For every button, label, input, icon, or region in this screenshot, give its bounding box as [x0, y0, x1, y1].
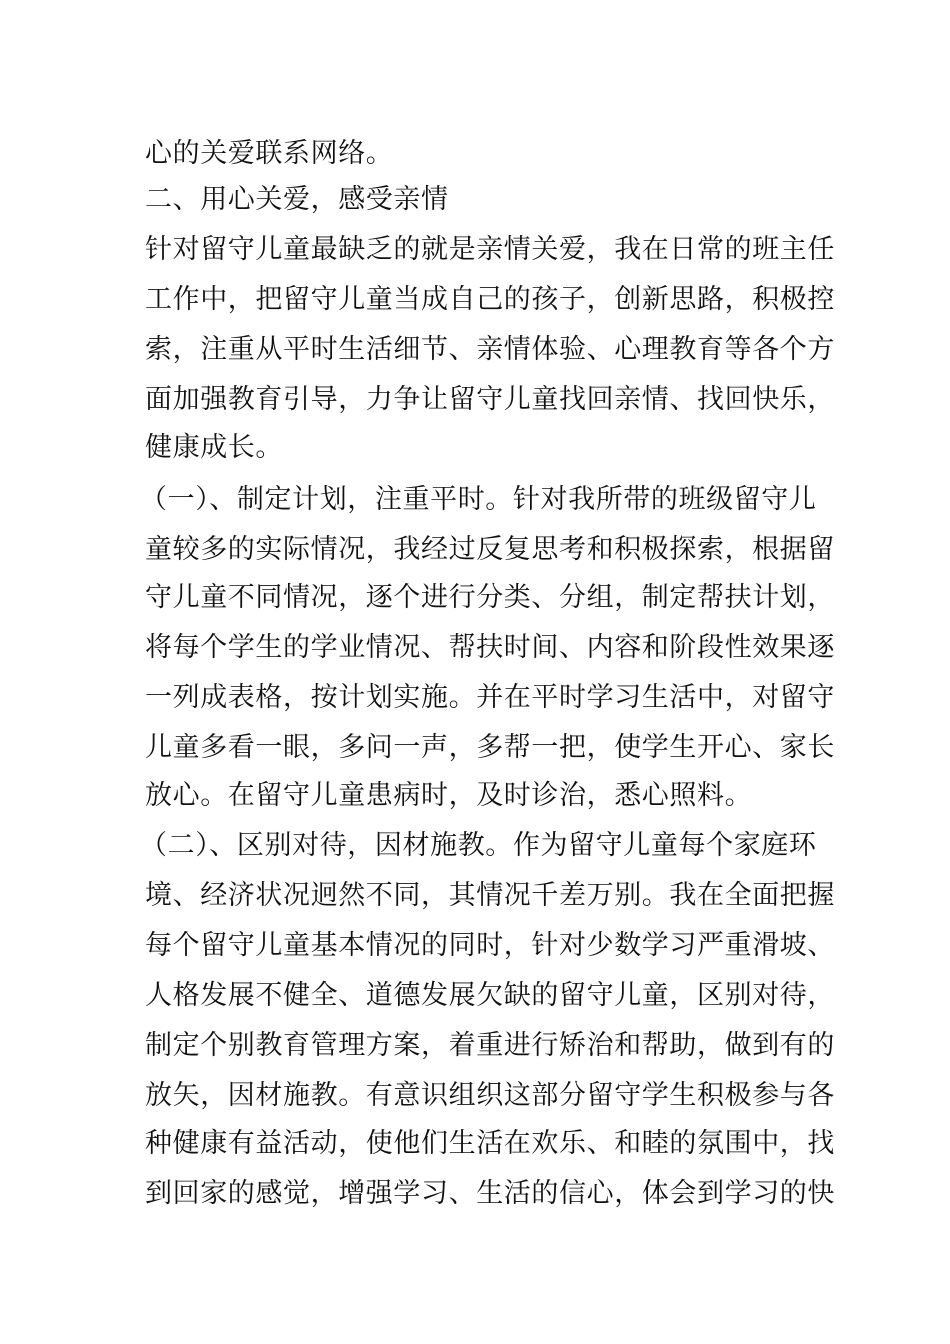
text-line: 到回家的感觉，增强学习、生活的信心，体会到学习的快 — [145, 1178, 835, 1209]
text-line: 童较多的实际情况，我经过反复思考和积极探索，根据留 — [145, 534, 835, 565]
text-line: 针对留守儿童最缺乏的就是亲情关爱，我在日常的班主任 — [145, 234, 835, 265]
text-line: 面加强教育引导，力争让留守儿童找回亲情、找回快乐， — [145, 384, 835, 415]
text-line: 种健康有益活动，使他们生活在欢乐、和睦的氛围中，找 — [145, 1128, 835, 1159]
subsection-line: （二）、区别对待，因材施教。作为留守儿童每个家庭环 — [140, 830, 817, 861]
text-line: 人格发展不健全、道德发展欠缺的留守儿童，区别对待， — [145, 980, 835, 1011]
text-line: 将每个学生的学业情况、帮扶时间、内容和阶段性效果逐 — [145, 632, 835, 663]
text-line: 一列成表格，按计划实施。并在平时学习生活中，对留守 — [145, 682, 835, 713]
text-line: 健康成长。 — [145, 432, 283, 463]
text-line: 工作中，把留守儿童当成自己的孩子，创新思路，积极控 — [145, 284, 835, 315]
text-line: 每个留守儿童基本情况的同时，针对少数学习严重滑坡、 — [145, 930, 835, 961]
text-line: 心的关爱联系网络。 — [145, 138, 394, 169]
text-line: 境、经济状况迥然不同，其情况千差万别。我在全面把握 — [145, 880, 835, 911]
text-line: 放心。在留守儿童患病时，及时诊治，悉心照料。 — [145, 780, 753, 811]
text-line: 守儿童不同情况，逐个进行分类、分组，制定帮扶计划， — [145, 582, 835, 613]
text-line: 儿童多看一眼，多问一声，多帮一把，使学生开心、家长 — [145, 732, 835, 763]
text-line: 放矢，因材施教。有意识组织这部分留守学生积极参与各 — [145, 1080, 835, 1111]
section-heading: 二、用心关爱，感受亲情 — [145, 184, 449, 215]
text-line: 索，注重从平时生活细节、亲情体验、心理教育等各个方 — [145, 334, 835, 365]
subsection-line: （一）、制定计划，注重平时。针对我所带的班级留守儿 — [140, 484, 817, 515]
text-line: 制定个别教育管理方案，着重进行矫治和帮助，做到有的 — [145, 1030, 835, 1061]
